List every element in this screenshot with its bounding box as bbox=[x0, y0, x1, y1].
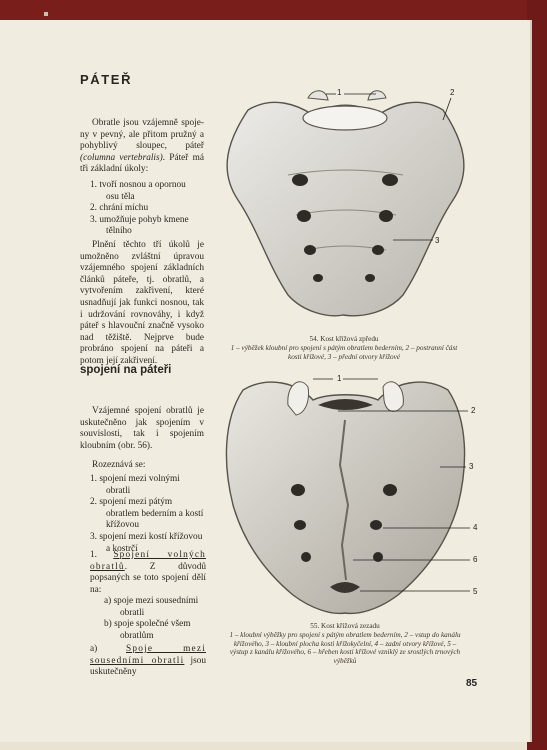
fig55-label-2: 2 bbox=[471, 406, 476, 415]
kind-item: 3. spojení mezi kostí křížovou a kostrčí bbox=[90, 531, 203, 554]
intro-text-a: Obratle jsou vzájemně spoje-ny v pevný, ale přitom pružný a pohyblivý sloupec, páteř bbox=[80, 118, 204, 152]
sub1-item: b) spoje společné všem obratlům bbox=[104, 619, 191, 641]
foramen bbox=[372, 245, 384, 255]
fig54-label-2: 2 bbox=[450, 88, 455, 97]
right-process bbox=[368, 91, 386, 100]
fig55-label-6: 6 bbox=[473, 555, 478, 564]
fig55-label-3: 3 bbox=[469, 462, 474, 471]
figure-54-caption bbox=[228, 335, 460, 361]
sacrum-body bbox=[227, 102, 464, 315]
fig54-text: 1 – výběžek kloubní pro spojení s pátým obratlem bederním, 2 – postranní část kosti křížové, 3 – přední otvory křížové bbox=[230, 343, 458, 361]
tasks-list bbox=[90, 180, 200, 238]
foramen bbox=[292, 174, 308, 186]
sub1-paragraph: 1. Spojení volných obratlů. Z důvodů popsaných se toto spojení dělí na: bbox=[90, 550, 206, 595]
fig55-title: 55. Kost křížová zezadu bbox=[310, 622, 380, 630]
fig54-label-1: 1 bbox=[337, 88, 342, 97]
task-item: 1. tvoří nosnou a opornou osu těla bbox=[90, 180, 186, 202]
page-number: 85 bbox=[466, 678, 478, 689]
foramen bbox=[301, 552, 311, 562]
figure-55-sacrum-back bbox=[218, 365, 478, 620]
subsection-title: spojení na páteři bbox=[80, 364, 172, 376]
articular-surface bbox=[303, 106, 387, 130]
sub1a-title: Spoje mezi sousedními obratli bbox=[90, 644, 206, 666]
task-item: 3. umožňuje pohyb kmene tělního bbox=[90, 214, 189, 237]
sub1-list bbox=[104, 596, 208, 642]
intro-text-b: . Páteř má tři základní úkoly: bbox=[80, 152, 205, 175]
foramen bbox=[373, 552, 383, 562]
foramen bbox=[297, 210, 311, 222]
left-process bbox=[308, 91, 328, 100]
kind-item: 1. spojení mezi volnými obratli bbox=[90, 474, 180, 496]
task-item: 2. chrání míchu bbox=[90, 203, 149, 214]
kinds-list bbox=[90, 474, 206, 555]
fig54-label-3: 3 bbox=[435, 236, 440, 245]
foramen bbox=[383, 484, 397, 496]
fig54-title: 54. Kost křížová zpředu bbox=[309, 335, 379, 343]
foramen bbox=[304, 245, 316, 255]
figure-54-sacrum-front bbox=[218, 80, 478, 325]
fig55-label-4: 4 bbox=[473, 523, 478, 532]
sub1-item: a) spoje mezi sousedními obratli bbox=[104, 596, 199, 618]
paragraph-2: Plnění těchto tří úkolů je umožněno zvláštní úpravou vzájemného spojení základních článků páteře, tj. obratlů, a vytvořením zakřivení, které usnadňují jak funkci nosnou, tak i udržování rovnováhy, i když páteř s hlavouční značně vysoko nad těžiště. Nejprve bude probráno spojení na páteři a potom její zakřivení. bbox=[80, 240, 204, 366]
intro-paragraph bbox=[80, 118, 204, 176]
fig55-text: 1 – kloubní výběžky pro spojení s pátým obratlem bederním, 2 – vstup do kanálu křížového, 3 – kloubní plocha kosti křížokyčelní, 4 – zadní otvory křížové, 5 – výstup z kanálu křížového, 6 – hřeben kosti křížové vzniklý ze srostlých trnových výběžků bbox=[229, 630, 461, 666]
section-title: PÁTEŘ bbox=[80, 72, 133, 87]
sub1a-paragraph: a) Spoje mezi sousedními obratli jsou uskutečněny bbox=[90, 644, 206, 678]
foramen bbox=[382, 174, 398, 186]
fig55-label-5: 5 bbox=[473, 587, 478, 596]
latin-term: (columna vertebralis) bbox=[80, 152, 163, 163]
foramen bbox=[313, 274, 323, 282]
foramen bbox=[291, 484, 305, 496]
fig55-label-1: 1 bbox=[337, 374, 342, 383]
figure-55-caption bbox=[224, 622, 466, 666]
foramen bbox=[379, 210, 393, 222]
paragraph-3: Vzájemné spojení obratlů je uskutečněno jak spojením v souvislosti, tak i spojením kloubním (obr. 56). bbox=[80, 406, 204, 451]
sub1-title: Spojení volných obratlů bbox=[90, 550, 206, 572]
foramen bbox=[370, 520, 382, 530]
foramen bbox=[294, 520, 306, 530]
kind-item: 2. spojení mezi pátým obratlem bederním a kostí křížovou bbox=[90, 497, 204, 531]
page-mark bbox=[44, 12, 48, 16]
foramen bbox=[365, 274, 375, 282]
rozeznava-label: Rozeznává se: bbox=[92, 460, 146, 470]
